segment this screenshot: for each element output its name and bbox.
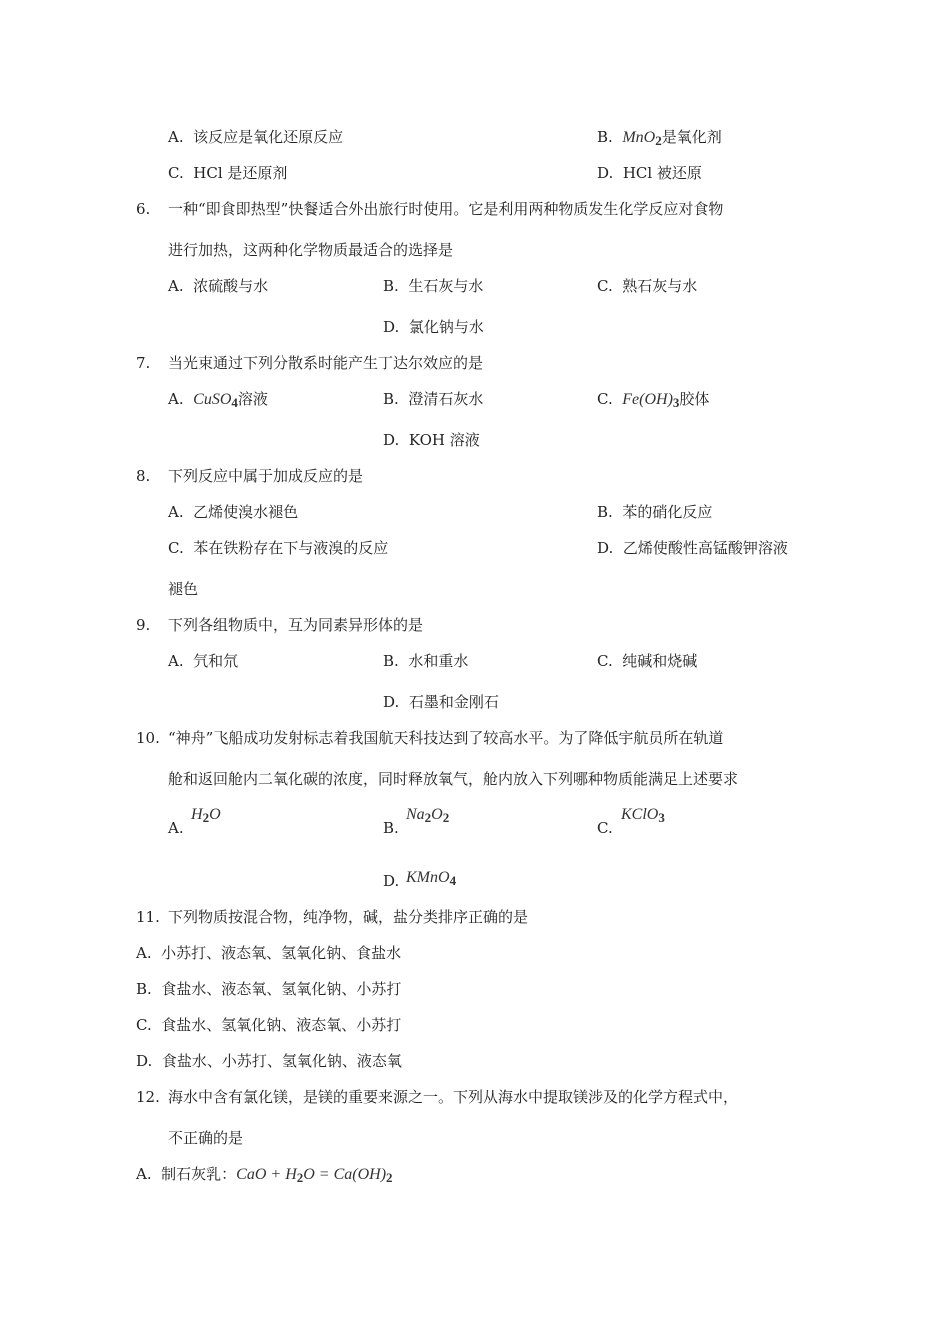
option-text: 胶体 — [679, 390, 710, 408]
option-label: D. — [383, 693, 400, 711]
q11-option-a[interactable] — [136, 943, 401, 963]
q10-option-b-formula[interactable]: $Na_2O_2$ — [406, 806, 450, 825]
option-text: 溶液 — [237, 390, 268, 408]
option-label: D. — [383, 431, 400, 449]
q10-option-a-label[interactable]: A. — [168, 819, 184, 837]
q10-option-c-label[interactable]: C. — [597, 819, 613, 837]
option-text: 石墨和金刚石 — [408, 693, 499, 711]
q7-option-d[interactable] — [383, 430, 480, 450]
q7-option-a[interactable] — [168, 389, 268, 410]
option-text: 该反应是氧化还原反应 — [193, 128, 344, 146]
q9-number: 9. — [136, 616, 151, 634]
q5-option-a[interactable] — [168, 127, 343, 147]
option-text: 食盐水、液态氧、氢氧化钠、小苏打 — [161, 980, 402, 998]
q10-option-d-formula[interactable]: KMnO$_4$ — [406, 869, 457, 888]
option-label: C. — [136, 1016, 152, 1034]
option-text: 水和重水 — [408, 652, 469, 670]
q10-option-b-label[interactable]: B. — [383, 819, 399, 837]
option-label: C. — [168, 164, 184, 182]
option-label: B. — [597, 503, 613, 521]
q10-stem-line2: 舱和返回舱内二氧化碳的浓度，同时释放氧气，舱内放入下列哪种物质能满足上述要求 — [168, 770, 739, 788]
option-text: 苯的硝化反应 — [622, 503, 713, 521]
formula-feoh3: $Fe(OH)_3$ — [622, 391, 680, 410]
q10-number: 10. — [136, 729, 160, 747]
option-text: 苯在铁粉存在下与液溴的反应 — [193, 539, 389, 557]
q10-stem-line1: “神舟”飞船成功发射标志着我国航天科技达到了较高水平。为了降低宇航员所在轨道 — [168, 729, 724, 747]
option-label: A. — [168, 277, 184, 295]
q7-option-c[interactable] — [597, 389, 709, 410]
q12-option-a[interactable] — [136, 1164, 393, 1185]
q9-option-a[interactable] — [168, 651, 238, 671]
option-text: 熟石灰与水 — [622, 277, 698, 295]
q9-option-c[interactable] — [597, 651, 697, 671]
q6-option-a[interactable] — [168, 276, 268, 296]
option-text: 小苏打、液态氧、氢氧化钠、食盐水 — [161, 944, 402, 962]
q11-number: 11. — [136, 908, 160, 926]
option-label: A. — [168, 503, 184, 521]
option-text: HCl 被还原 — [622, 164, 702, 182]
option-label: C. — [597, 652, 613, 670]
q10-option-c-formula[interactable]: KClO$_3$ — [621, 806, 665, 825]
q6-stem-line2: 进行加热，这两种化学物质最适合的选择是 — [168, 241, 454, 259]
option-text: 食盐水、小苏打、氢氧化钠、液态氧 — [161, 1052, 402, 1070]
option-label: C. — [168, 539, 184, 557]
formula-mno2: MnO$_2$ — [622, 129, 662, 148]
option-text: 乙烯使溴水褪色 — [193, 503, 299, 521]
option-label: A. — [168, 128, 184, 146]
option-text: HCl 是还原剂 — [193, 164, 288, 182]
q8-option-c[interactable] — [168, 538, 388, 558]
option-text: 是氧化剂 — [661, 128, 722, 146]
option-text: 浓硫酸与水 — [193, 277, 269, 295]
q8-option-d-wrap: 褪色 — [168, 580, 199, 598]
option-label: D. — [136, 1052, 153, 1070]
option-label: D. — [597, 164, 614, 182]
option-label: B. — [383, 390, 399, 408]
option-text: 食盐水、氢氧化钠、液态氧、小苏打 — [161, 1016, 402, 1034]
option-text: 乙烯使酸性高锰酸钾溶液 — [622, 539, 788, 557]
option-label: B. — [383, 277, 399, 295]
q7-option-b[interactable] — [383, 389, 483, 409]
q8-stem: 下列反应中属于加成反应的是 — [168, 467, 364, 485]
option-text: 生石灰与水 — [408, 277, 484, 295]
option-label: A. — [168, 652, 184, 670]
q7-stem: 当光束通过下列分散系时能产生丁达尔效应的是 — [168, 354, 484, 372]
option-label: A. — [136, 944, 152, 962]
q11-option-b[interactable] — [136, 979, 401, 999]
option-label: C. — [597, 390, 613, 408]
q8-option-a[interactable] — [168, 502, 298, 522]
option-text: 纯碱和烧碱 — [622, 652, 698, 670]
q6-option-c[interactable] — [597, 276, 697, 296]
q8-option-d[interactable] — [597, 538, 788, 558]
option-label: D. — [597, 539, 614, 557]
q5-option-b[interactable] — [597, 127, 722, 148]
q11-option-d[interactable] — [136, 1051, 402, 1071]
q9-option-b[interactable] — [383, 651, 468, 671]
q6-number: 6. — [136, 200, 151, 218]
q6-stem-line1: 一种“即食即热型”快餐适合外出旅行时使用。它是利用两种物质发生化学反应对食物 — [168, 200, 724, 218]
q11-option-c[interactable] — [136, 1015, 401, 1035]
option-text: 澄清石灰水 — [408, 390, 484, 408]
q5-option-c[interactable] — [168, 163, 287, 183]
q8-option-b[interactable] — [597, 502, 712, 522]
q9-option-d[interactable] — [383, 692, 499, 712]
q12-stem-line2: 不正确的是 — [168, 1129, 244, 1147]
q9-stem: 下列各组物质中，互为同素异形体的是 — [168, 616, 424, 634]
q7-number: 7. — [136, 354, 151, 372]
option-label: B. — [383, 652, 399, 670]
option-text: 制石灰乳： — [161, 1165, 237, 1183]
q12-stem-line1: 海水中含有氯化镁，是镁的重要来源之一。下列从海水中提取镁涉及的化学方程式中， — [168, 1088, 739, 1106]
option-label: A. — [168, 390, 184, 408]
option-text: 氕和氘 — [193, 652, 239, 670]
q8-number: 8. — [136, 467, 151, 485]
option-label: D. — [383, 318, 400, 336]
q11-stem: 下列物质按混合物，纯净物，碱，盐分类排序正确的是 — [168, 908, 529, 926]
option-label: C. — [597, 277, 613, 295]
q12-number: 12. — [136, 1088, 160, 1106]
q6-option-b[interactable] — [383, 276, 483, 296]
formula-cuso4: CuSO$_4$ — [193, 391, 238, 410]
formula-equation: CaO + $H_2O = Ca(OH)_2$ — [236, 1166, 393, 1185]
q10-option-d-label[interactable]: D. — [383, 872, 400, 890]
q10-option-a-formula[interactable]: $H_2O$ — [191, 806, 221, 825]
option-text: 氯化钠与水 — [408, 318, 484, 336]
option-label: B. — [136, 980, 152, 998]
option-text: KOH 溶液 — [408, 431, 480, 449]
q6-option-d[interactable] — [383, 317, 484, 337]
option-label: A. — [136, 1165, 152, 1183]
q5-option-d[interactable] — [597, 163, 702, 183]
option-label: B. — [597, 128, 613, 146]
